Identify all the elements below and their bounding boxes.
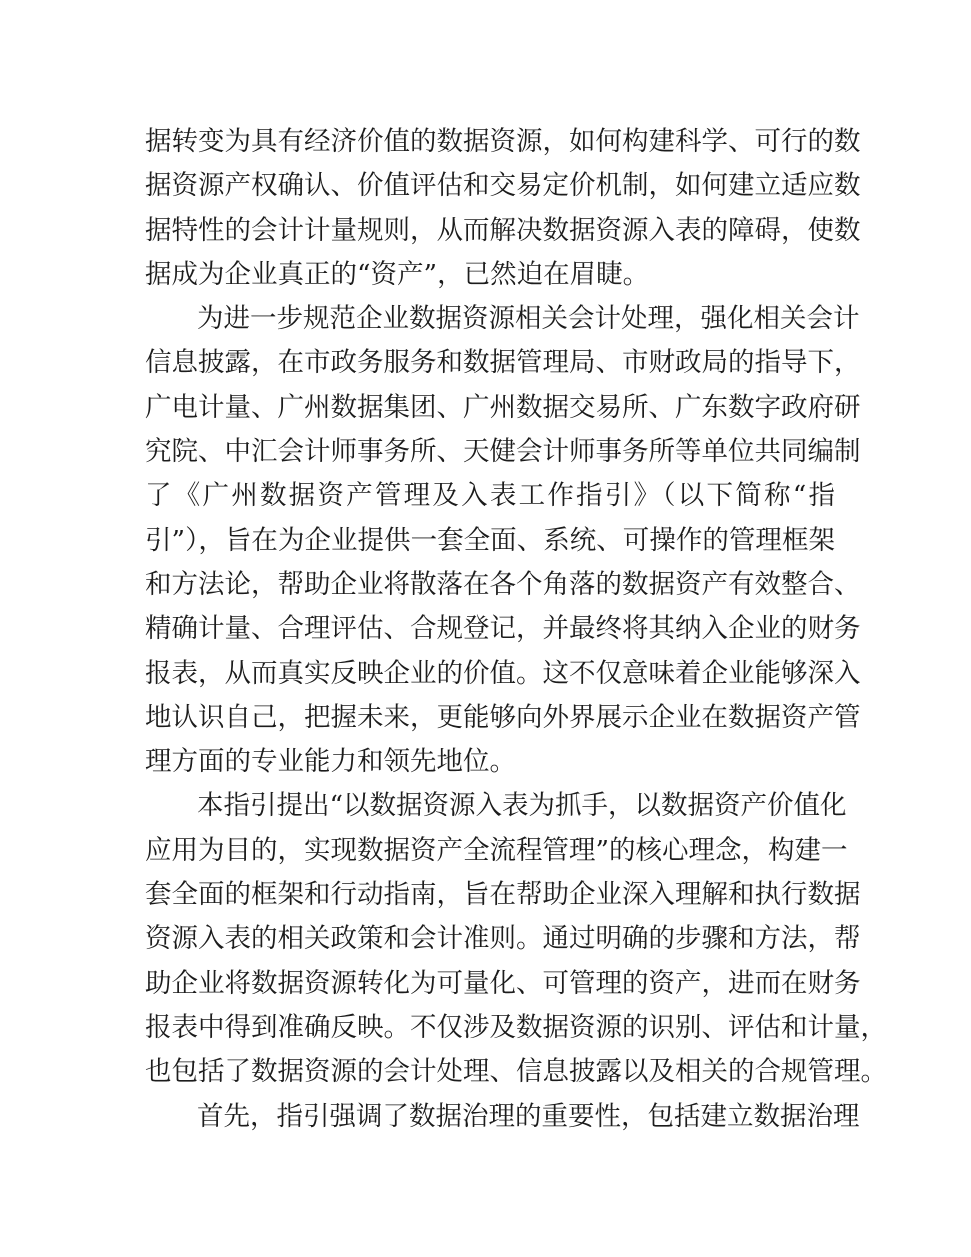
text-line: 助企业将数据资源转化为可量化、可管理的资产，进而在财务 (145, 967, 861, 999)
text-line: 也包括了数据资源的会计处理、信息披露以及相关的合规管理。 (145, 1056, 887, 1088)
text-line: 应用为目的，实现数据资产全流程管理”的核心理念，构建一 (145, 834, 848, 866)
paragraph-3 (145, 784, 887, 1094)
text-line: 本指引提出“以数据资源入表为抓手，以数据资产价值化 (197, 790, 847, 822)
text-line: 信息披露，在市政务服务和数据管理局、市财政局的指导下， (145, 347, 861, 379)
paragraph-4 (145, 1095, 860, 1139)
text-line: 资源入表的相关政策和会计准则。通过明确的步骤和方法，帮 (145, 923, 861, 955)
text-line: 地认识自己，把握未来，更能够向外界展示企业在数据资产管 (145, 701, 861, 733)
text-line: 据特性的会计计量规则，从而解决数据资源入表的障碍，使数 (145, 214, 861, 246)
paragraph-1 (145, 120, 861, 297)
text-line: 引”），旨在为企业提供一套全面、系统、可操作的管理框架 (145, 524, 835, 556)
text-line: 套全面的框架和行动指南，旨在帮助企业深入理解和执行数据 (145, 879, 861, 911)
text-line: 究院、中汇会计师事务所、天健会计师事务所等单位共同编制 (145, 436, 861, 468)
text-line: 报表中得到准确反映。不仅涉及数据资源的识别、评估和计量， (145, 1011, 887, 1043)
text-line: 据成为企业真正的“资产”，已然迫在眉睫。 (145, 258, 650, 290)
text-line: 了《广州数据资产管理及入表工作指引》（以下简称“指 (145, 480, 835, 512)
text-line: 据转变为具有经济价值的数据资源，如何构建科学、可行的数 (145, 126, 861, 157)
text-line: 理方面的专业能力和领先地位。 (145, 746, 516, 778)
text-line: 为进一步规范企业数据资源相关会计处理，强化相关会计 (197, 303, 860, 335)
text-line: 据资源产权确认、价值评估和交易定价机制，如何建立适应数 (145, 170, 861, 202)
text-line: 报表，从而真实反映企业的价值。这不仅意味着企业能够深入 (145, 657, 861, 689)
text-line: 首先，指引强调了数据治理的重要性，包括建立数据治理 (197, 1100, 860, 1132)
text-line: 广电计量、广州数据集团、广州数据交易所、广东数字政府研 (145, 391, 861, 423)
document-body (145, 120, 887, 1139)
text-line: 和方法论，帮助企业将散落在各个角落的数据资产有效整合、 (145, 568, 861, 600)
paragraph-2 (145, 297, 861, 784)
text-line: 精确计量、合理评估、合规登记，并最终将其纳入企业的财务 (145, 613, 861, 645)
